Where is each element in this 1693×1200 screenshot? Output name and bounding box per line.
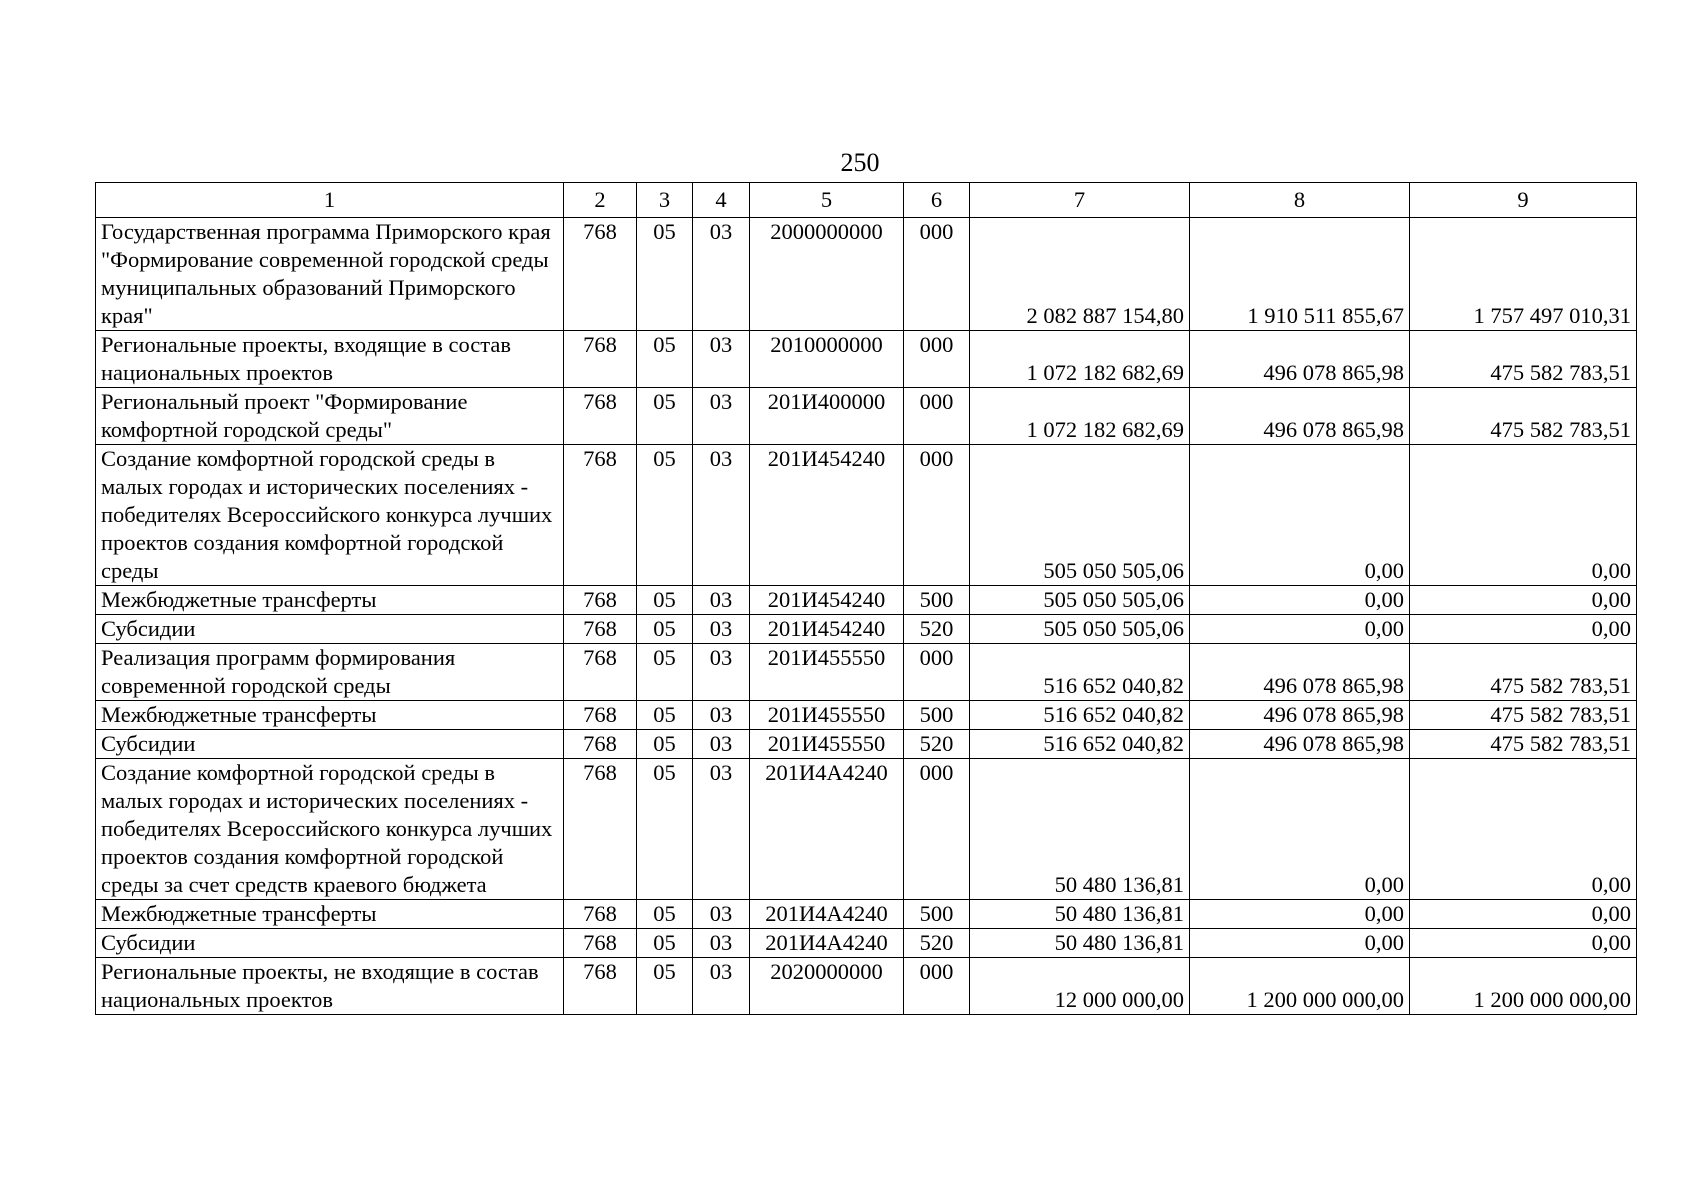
row-code-cell: 768	[564, 958, 637, 1015]
row-amount-year2-cell: 496 078 865,98	[1190, 644, 1410, 701]
row-target-article-cell: 201И4А4240	[750, 929, 904, 958]
row-target-article-cell: 201И455550	[750, 644, 904, 701]
row-expense-type-cell: 500	[904, 586, 970, 615]
row-section-cell: 05	[637, 900, 693, 929]
row-amount-year1-cell: 505 050 505,06	[970, 445, 1190, 586]
header-cell: 6	[904, 183, 970, 218]
row-code-cell: 768	[564, 644, 637, 701]
row-amount-year1-cell: 50 480 136,81	[970, 929, 1190, 958]
row-amount-year2-cell: 0,00	[1190, 445, 1410, 586]
row-code-cell: 768	[564, 331, 637, 388]
row-code-cell: 768	[564, 445, 637, 586]
row-amount-year3-cell: 0,00	[1410, 900, 1637, 929]
row-expense-type-cell: 500	[904, 701, 970, 730]
row-amount-year3-cell: 0,00	[1410, 615, 1637, 644]
row-subsection-cell: 03	[693, 929, 750, 958]
row-amount-year2-cell: 0,00	[1190, 615, 1410, 644]
table-row	[96, 929, 1637, 958]
row-code-cell: 768	[564, 615, 637, 644]
row-subsection-cell: 03	[693, 701, 750, 730]
row-expense-type-cell: 520	[904, 730, 970, 759]
table-row	[96, 218, 1637, 331]
row-target-article-cell: 201И4А4240	[750, 759, 904, 900]
row-expense-type-cell: 000	[904, 644, 970, 701]
header-cell: 1	[96, 183, 564, 218]
row-amount-year2-cell: 1 910 511 855,67	[1190, 218, 1410, 331]
row-expense-type-cell: 000	[904, 218, 970, 331]
header-row	[96, 183, 1637, 218]
row-target-article-cell: 201И455550	[750, 701, 904, 730]
row-amount-year1-cell: 505 050 505,06	[970, 586, 1190, 615]
row-expense-type-cell: 520	[904, 929, 970, 958]
row-name-cell: Субсидии	[96, 730, 564, 759]
table-row	[96, 730, 1637, 759]
row-subsection-cell: 03	[693, 615, 750, 644]
row-target-article-cell: 201И4А4240	[750, 900, 904, 929]
row-subsection-cell: 03	[693, 900, 750, 929]
row-target-article-cell: 2000000000	[750, 218, 904, 331]
row-expense-type-cell: 000	[904, 445, 970, 586]
row-target-article-cell: 2010000000	[750, 331, 904, 388]
row-amount-year2-cell: 0,00	[1190, 759, 1410, 900]
row-section-cell: 05	[637, 445, 693, 586]
row-amount-year2-cell: 0,00	[1190, 900, 1410, 929]
table-row	[96, 586, 1637, 615]
row-amount-year1-cell: 505 050 505,06	[970, 615, 1190, 644]
header-cell: 3	[637, 183, 693, 218]
row-target-article-cell: 201И454240	[750, 615, 904, 644]
row-section-cell: 05	[637, 701, 693, 730]
row-name-cell: Создание комфортной городской среды в малых городах и исторических поселениях - победителях Всероссийского конкурса лучших проектов создания комфортной городской среды за счет средств краевого бюджета	[96, 759, 564, 900]
row-code-cell: 768	[564, 586, 637, 615]
row-amount-year3-cell: 475 582 783,51	[1410, 644, 1637, 701]
row-amount-year1-cell: 1 072 182 682,69	[970, 331, 1190, 388]
row-subsection-cell: 03	[693, 388, 750, 445]
header-cell: 7	[970, 183, 1190, 218]
row-amount-year3-cell: 475 582 783,51	[1410, 331, 1637, 388]
row-amount-year1-cell: 50 480 136,81	[970, 759, 1190, 900]
table-row	[96, 958, 1637, 1015]
header-cell: 2	[564, 183, 637, 218]
row-amount-year2-cell: 496 078 865,98	[1190, 388, 1410, 445]
row-target-article-cell: 201И454240	[750, 586, 904, 615]
row-amount-year2-cell: 496 078 865,98	[1190, 701, 1410, 730]
row-name-cell: Реализация программ формирования современной городской среды	[96, 644, 564, 701]
row-subsection-cell: 03	[693, 331, 750, 388]
table-row	[96, 900, 1637, 929]
row-amount-year3-cell: 1 757 497 010,31	[1410, 218, 1637, 331]
row-name-cell: Создание комфортной городской среды в малых городах и исторических поселениях - победителях Всероссийского конкурса лучших проектов создания комфортной городской среды	[96, 445, 564, 586]
row-amount-year3-cell: 0,00	[1410, 586, 1637, 615]
row-amount-year1-cell: 516 652 040,82	[970, 644, 1190, 701]
row-subsection-cell: 03	[693, 759, 750, 900]
row-subsection-cell: 03	[693, 958, 750, 1015]
row-amount-year3-cell: 475 582 783,51	[1410, 388, 1637, 445]
row-section-cell: 05	[637, 759, 693, 900]
table-row	[96, 331, 1637, 388]
row-amount-year1-cell: 2 082 887 154,80	[970, 218, 1190, 331]
row-amount-year1-cell: 516 652 040,82	[970, 701, 1190, 730]
row-name-cell: Межбюджетные трансферты	[96, 586, 564, 615]
row-amount-year3-cell: 1 200 000 000,00	[1410, 958, 1637, 1015]
row-amount-year3-cell: 0,00	[1410, 759, 1637, 900]
header-cell: 4	[693, 183, 750, 218]
row-target-article-cell: 2020000000	[750, 958, 904, 1015]
row-expense-type-cell: 000	[904, 388, 970, 445]
row-section-cell: 05	[637, 331, 693, 388]
table-row	[96, 445, 1637, 586]
table-row	[96, 644, 1637, 701]
row-subsection-cell: 03	[693, 730, 750, 759]
row-expense-type-cell: 500	[904, 900, 970, 929]
table-row	[96, 701, 1637, 730]
row-target-article-cell: 201И455550	[750, 730, 904, 759]
header-cell: 9	[1410, 183, 1637, 218]
row-name-cell: Субсидии	[96, 929, 564, 958]
budget-table	[95, 182, 1637, 1015]
row-section-cell: 05	[637, 929, 693, 958]
row-subsection-cell: 03	[693, 644, 750, 701]
row-name-cell: Межбюджетные трансферты	[96, 701, 564, 730]
row-code-cell: 768	[564, 929, 637, 958]
row-amount-year2-cell: 1 200 000 000,00	[1190, 958, 1410, 1015]
row-target-article-cell: 201И400000	[750, 388, 904, 445]
row-subsection-cell: 03	[693, 586, 750, 615]
row-name-cell: Субсидии	[96, 615, 564, 644]
row-amount-year3-cell: 475 582 783,51	[1410, 701, 1637, 730]
table-row	[96, 388, 1637, 445]
row-expense-type-cell: 520	[904, 615, 970, 644]
row-section-cell: 05	[637, 218, 693, 331]
row-name-cell: Государственная программа Приморского края "Формирование современной городской среды муниципальных образований Приморского края"	[96, 218, 564, 331]
row-amount-year3-cell: 0,00	[1410, 929, 1637, 958]
table-row	[96, 615, 1637, 644]
row-section-cell: 05	[637, 644, 693, 701]
row-amount-year1-cell: 50 480 136,81	[970, 900, 1190, 929]
row-amount-year2-cell: 496 078 865,98	[1190, 730, 1410, 759]
row-amount-year1-cell: 516 652 040,82	[970, 730, 1190, 759]
row-amount-year3-cell: 475 582 783,51	[1410, 730, 1637, 759]
row-expense-type-cell: 000	[904, 759, 970, 900]
row-amount-year2-cell: 0,00	[1190, 586, 1410, 615]
row-name-cell: Региональные проекты, не входящие в состав национальных проектов	[96, 958, 564, 1015]
row-amount-year1-cell: 1 072 182 682,69	[970, 388, 1190, 445]
row-code-cell: 768	[564, 730, 637, 759]
header-cell: 8	[1190, 183, 1410, 218]
row-code-cell: 768	[564, 388, 637, 445]
row-code-cell: 768	[564, 701, 637, 730]
row-amount-year3-cell: 0,00	[1410, 445, 1637, 586]
row-name-cell: Региональный проект "Формирование комфортной городской среды"	[96, 388, 564, 445]
row-target-article-cell: 201И454240	[750, 445, 904, 586]
row-code-cell: 768	[564, 900, 637, 929]
row-subsection-cell: 03	[693, 218, 750, 331]
row-expense-type-cell: 000	[904, 958, 970, 1015]
row-code-cell: 768	[564, 759, 637, 900]
row-name-cell: Региональные проекты, входящие в состав национальных проектов	[96, 331, 564, 388]
row-amount-year1-cell: 12 000 000,00	[970, 958, 1190, 1015]
row-expense-type-cell: 000	[904, 331, 970, 388]
row-code-cell: 768	[564, 218, 637, 331]
row-section-cell: 05	[637, 388, 693, 445]
row-section-cell: 05	[637, 586, 693, 615]
header-cell: 5	[750, 183, 904, 218]
row-amount-year2-cell: 496 078 865,98	[1190, 331, 1410, 388]
table-row	[96, 759, 1637, 900]
row-amount-year2-cell: 0,00	[1190, 929, 1410, 958]
row-section-cell: 05	[637, 615, 693, 644]
row-subsection-cell: 03	[693, 445, 750, 586]
row-name-cell: Межбюджетные трансферты	[96, 900, 564, 929]
page-number: 250	[840, 148, 880, 177]
row-section-cell: 05	[637, 730, 693, 759]
row-section-cell: 05	[637, 958, 693, 1015]
